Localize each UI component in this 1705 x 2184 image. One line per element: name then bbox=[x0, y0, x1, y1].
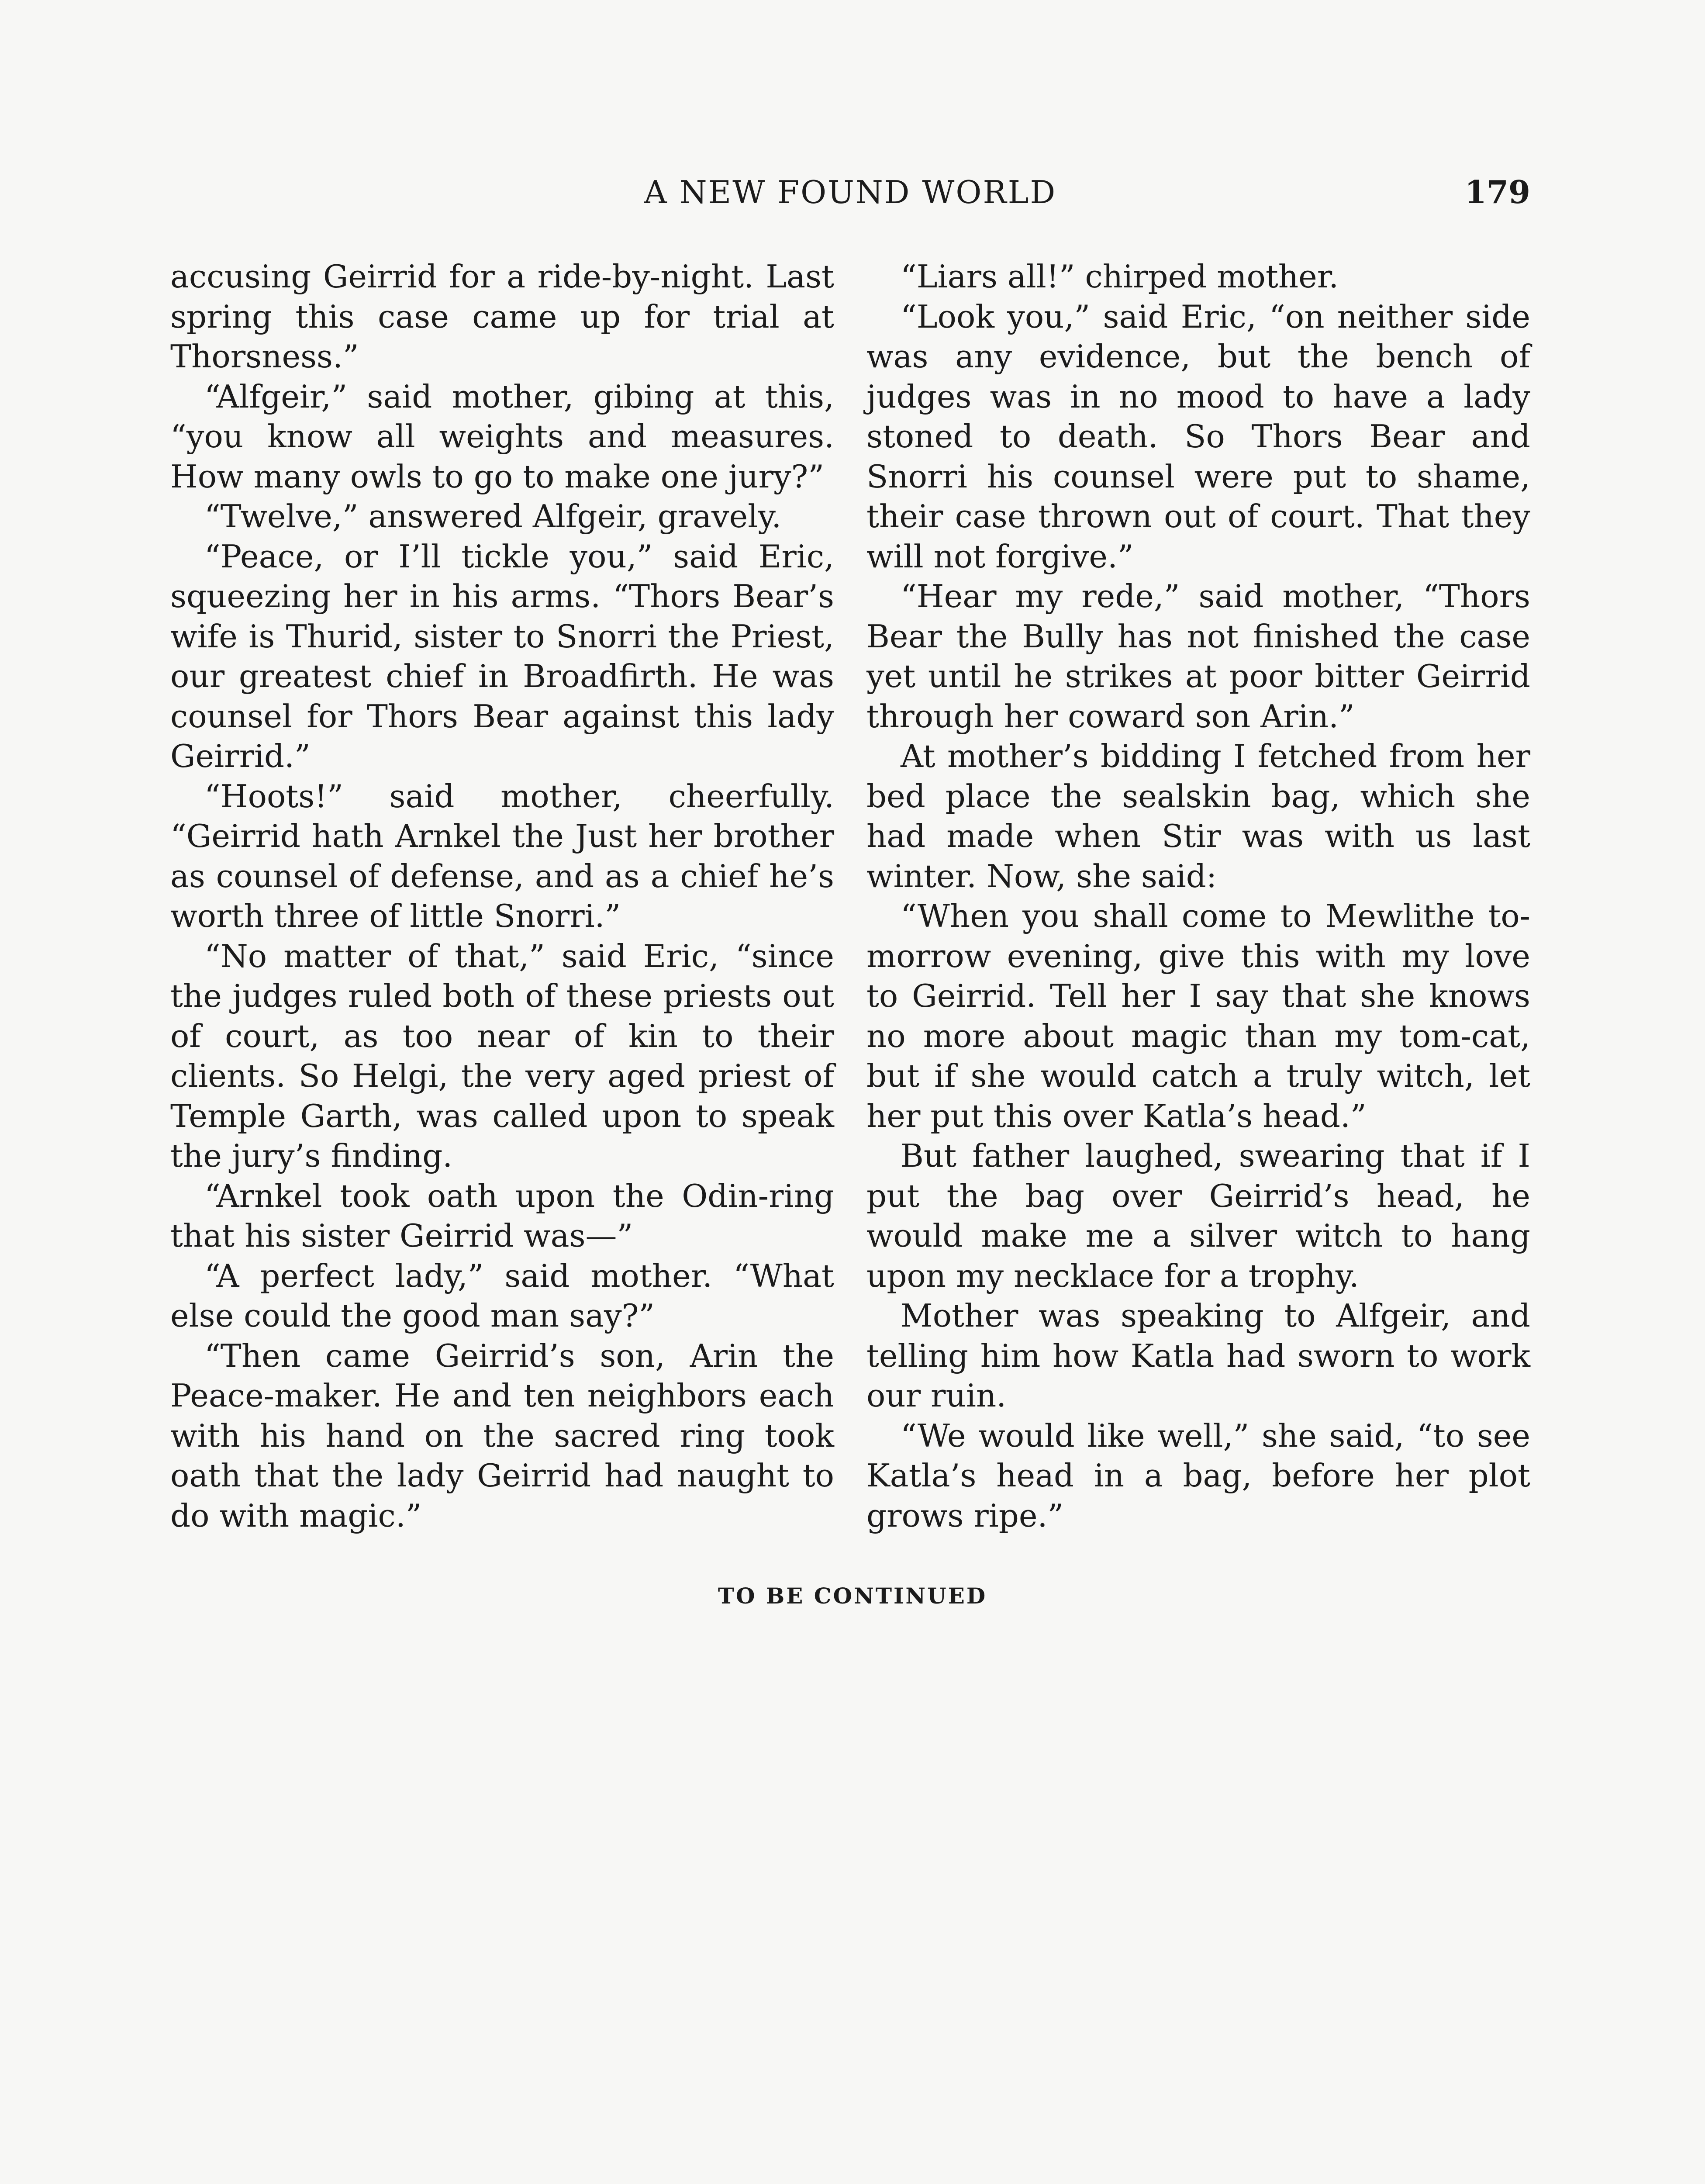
running-title: A NEW FOUND WORLD bbox=[644, 174, 1057, 211]
paragraph: But father laughed, swearing that if I put the bag over Geirrid’s head, he would make me a silver witch to hang upon my necklace for a trophy. bbox=[866, 1137, 1530, 1294]
paragraph: “Twelve,” answered Alfgeir, gravely. bbox=[204, 498, 782, 535]
paragraph: “We would like well,” she said, “to see Katla’s head in a bag, before her plot grows ripe.” bbox=[866, 1417, 1530, 1534]
paragraph: “Peace, or I’ll tickle you,” said Eric, squeezing her in his arms. “Thors Bear’s wife is Thurid, sister to Snorri the Priest, our greatest chief in Broadfirth. He was counsel for Thors Bear against this lady Geirrid.” bbox=[170, 538, 834, 774]
article-body bbox=[170, 257, 1530, 1536]
paragraph: “Look you,” said Eric, “on neither side was any evidence, but the bench of judges was in no mood to have a lady stoned to death. So Thors Bear and Snorri his counsel were put to shame, their case thrown out of court. That they will not forgive.” bbox=[866, 298, 1530, 575]
left-column bbox=[170, 257, 834, 1536]
paragraph: Mother was speaking to Alfgeir, and telling him how Katla had sworn to work our ruin. bbox=[866, 1297, 1530, 1414]
paragraph: “Arnkel took oath upon the Odin-ring that his sister Geirrid was—” bbox=[170, 1177, 834, 1254]
paragraph: At mother’s bidding I fetched from her bed place the sealskin bag, which she had made when Stir was with us last winter. Now, she said: bbox=[866, 738, 1530, 895]
to-be-continued-label: TO BE CONTINUED bbox=[718, 1583, 987, 1609]
paragraph: “Then came Geirrid’s son, Arin the Peace-maker. He and ten neighbors each with his hand on the sacred ring took oath that the lady Geirrid had naught to do with magic.” bbox=[170, 1337, 834, 1534]
paragraph: accusing Geirrid for a ride-by-night. Last spring this case came up for trial at Thorsness.” bbox=[170, 258, 834, 375]
paragraph: “Alfgeir,” said mother, gibing at this, “you know all weights and measures. How many owls to go to make one jury?” bbox=[170, 378, 834, 495]
paragraph: “Liars all!” chirped mother. bbox=[901, 258, 1339, 295]
paragraph: “Hear my rede,” said mother, “Thors Bear the Bully has not finished the case yet until he strikes at poor bitter Geirrid through her coward son Arin.” bbox=[866, 578, 1530, 735]
page-number: 179 bbox=[1464, 173, 1530, 211]
paragraph: “A perfect lady,” said mother. “What else could the good man say?” bbox=[170, 1257, 834, 1334]
right-column bbox=[866, 257, 1530, 1536]
paragraph: “Hoots!” said mother, cheerfully. “Geirrid hath Arnkel the Just her brother as counsel of defense, and as a chief he’s worth three of little Snorri.” bbox=[170, 778, 834, 934]
paragraph: “No matter of that,” said Eric, “since the judges ruled both of these priests out of court, as too near of kin to their clients. So Helgi, the very aged priest of Temple Garth, was called upon to speak the jury’s finding. bbox=[170, 937, 834, 1174]
page-header bbox=[170, 170, 1530, 214]
paragraph: “When you shall come to Mewlithe to-morrow evening, give this with my love to Geirrid. Tell her I say that she knows no more about magic than my tom-cat, but if she would catch a truly witch, let her put this over Katla’s head.” bbox=[866, 898, 1530, 1134]
